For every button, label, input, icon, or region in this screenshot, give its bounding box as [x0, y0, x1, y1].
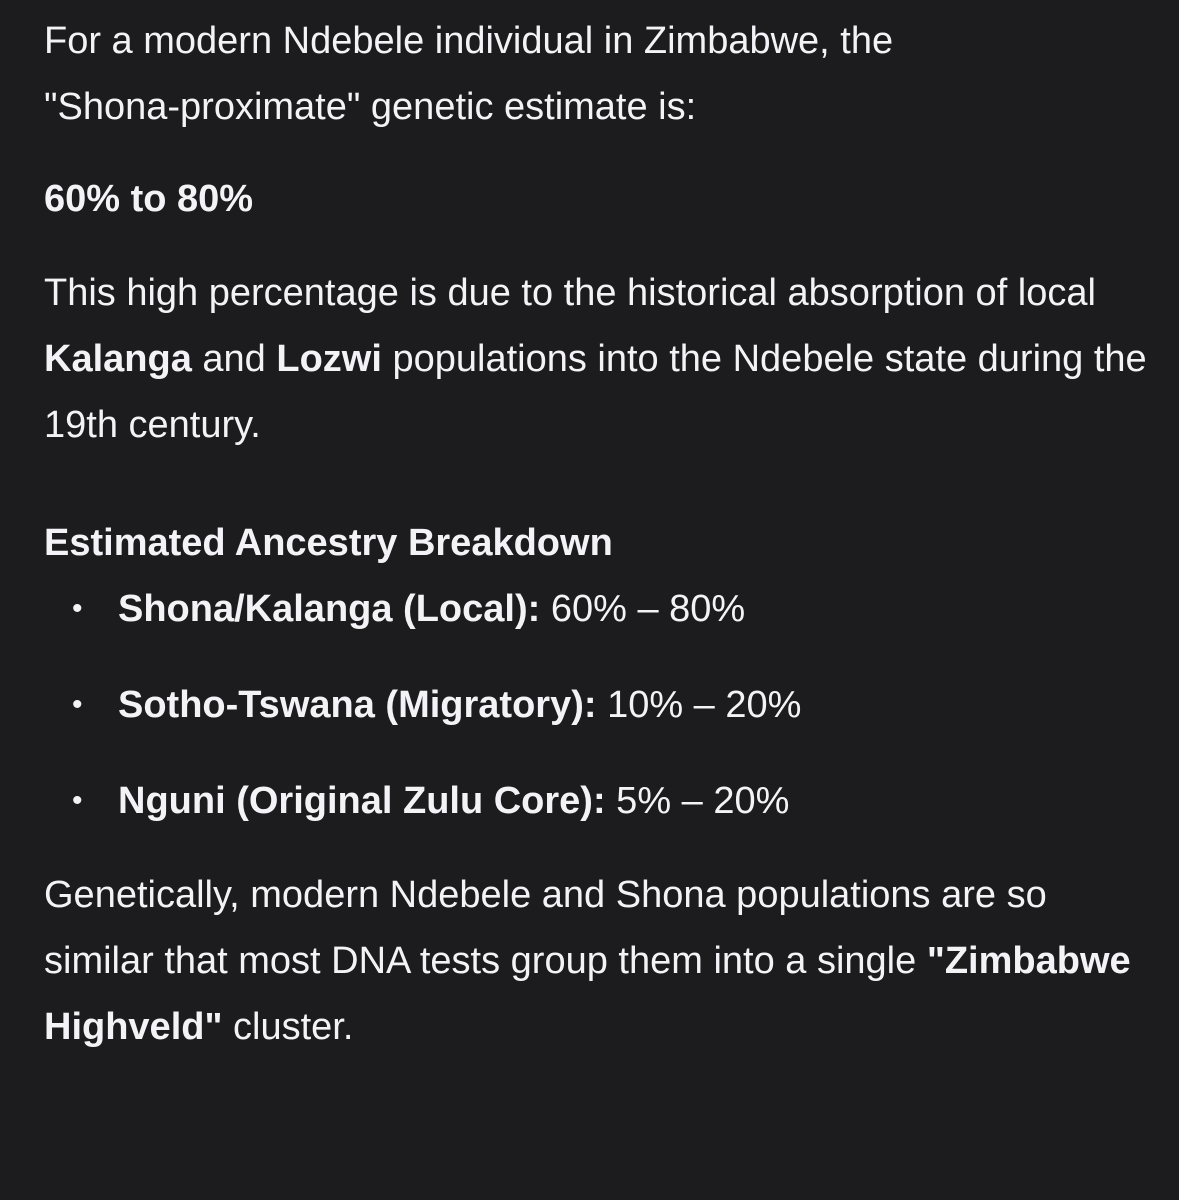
absorption-paragraph — [44, 260, 1154, 458]
conclusion-text-2: cluster. — [222, 1006, 354, 1048]
term-kalanga: Kalanga — [44, 338, 192, 380]
ancestry-separator: : — [527, 588, 541, 630]
ancestry-value: 60% – 80% — [540, 588, 746, 630]
estimate-range: 60% to 80% — [44, 178, 254, 220]
ancestry-separator: : — [583, 684, 597, 726]
list-item — [44, 576, 1154, 672]
term-lozwi: Lozwi — [276, 338, 382, 380]
intro-line-2: "Shona-proximate" genetic estimate is: — [44, 86, 697, 128]
bullet-icon: • — [72, 784, 83, 817]
intro-paragraph — [44, 8, 1154, 140]
ancestry-value: 10% – 20% — [596, 684, 802, 726]
list-item — [44, 672, 1154, 768]
ancestry-label: Nguni (Original Zulu Core) — [118, 780, 593, 822]
absorption-text-1: This high percentage is due to the historical absorption of local — [44, 272, 1096, 314]
bullet-icon: • — [72, 592, 83, 625]
list-item — [44, 768, 1154, 846]
term-zimbabwe-highveld: "Zimbabwe Highveld" — [44, 940, 1131, 1048]
conclusion-text-1: Genetically, modern Ndebele and Shona populations are so similar that most DNA tests group them into a single — [44, 874, 1047, 982]
absorption-text-3: populations into the Ndebele state during the 19th century. — [44, 338, 1147, 446]
absorption-text-2: and — [191, 338, 277, 380]
ancestry-list — [44, 576, 1154, 846]
ancestry-value: 5% – 20% — [605, 780, 790, 822]
ancestry-label: Shona/Kalanga (Local) — [118, 588, 528, 630]
ancestry-label: Sotho-Tswana (Migratory) — [118, 684, 584, 726]
chat-response — [44, 8, 1154, 1060]
breakdown-heading: Estimated Ancestry Breakdown — [44, 522, 613, 564]
ancestry-separator: : — [592, 780, 606, 822]
bullet-icon: • — [72, 688, 83, 721]
conclusion-paragraph — [44, 862, 1154, 1060]
intro-line-1: For a modern Ndebele individual in Zimbabwe, the — [44, 20, 894, 62]
